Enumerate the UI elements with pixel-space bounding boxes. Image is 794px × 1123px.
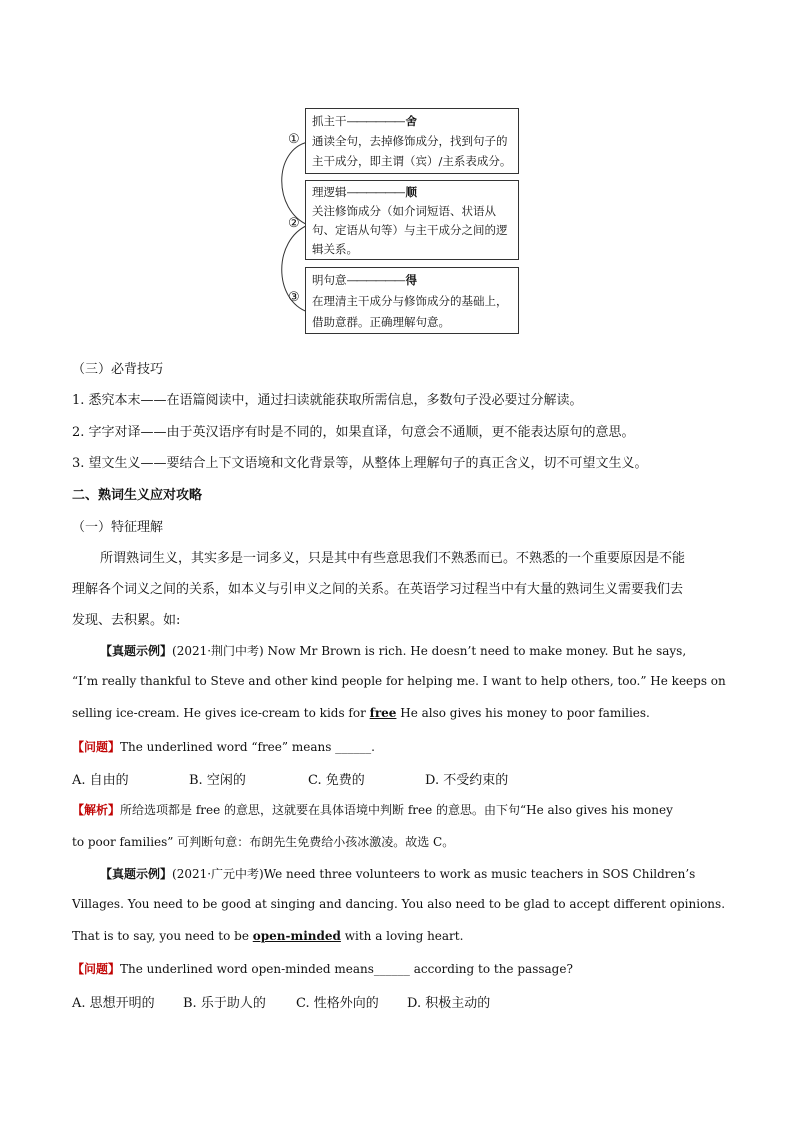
question-text: The underlined word open-minded means______ according to the passage? xyxy=(120,962,573,976)
para-line: 理解各个词义之间的关系，如本义与引申义之间的关系。在英语学习过程当中有大量的熟词生义需要我们去 xyxy=(72,582,684,597)
step-3-box xyxy=(305,267,519,334)
step-1-line: 主干成分，即主谓（宾）/主系表成分。 xyxy=(312,154,512,168)
example-text: (2021·荆门中考) Now Mr Brown is rich. He doesn’t need to make money. But he says, xyxy=(172,644,687,658)
example-tag: 【真题示例】 xyxy=(100,644,173,658)
step-3-marker: ③ xyxy=(288,290,300,305)
underlined-word: open-minded xyxy=(252,929,341,943)
question-text: The underlined word “free” means ______. xyxy=(120,740,375,754)
example1-line2: “I’m really thankful to Steve and other kind people for helping me. I want to help others, too.” He keeps on xyxy=(72,674,726,688)
question-tag: 【问题】 xyxy=(72,740,121,754)
step-3-dashes: —————— xyxy=(346,273,404,287)
step-2-key: 顺 xyxy=(405,185,417,199)
step-2-box xyxy=(305,180,519,260)
option: B. 乐于助人的 xyxy=(183,996,266,1011)
option: A. 自由的 xyxy=(72,773,129,788)
example2-line1 xyxy=(100,865,695,882)
example1-line3 xyxy=(72,706,650,720)
example-text: (2021·广元中考)We need three volunteers to work as music teachers in SOS Children’s xyxy=(172,867,696,881)
underlined-word: free xyxy=(369,706,397,720)
example-text: with a loving heart. xyxy=(340,929,464,943)
option: C. 性格外向的 xyxy=(296,996,379,1011)
option: D. 积极主动的 xyxy=(407,996,491,1011)
step-2-line: 辑关系。 xyxy=(312,242,358,256)
analysis-text: 所给选项都是 free 的意思，这就要在具体语境中判断 free 的意思。由下句“He also gives his money xyxy=(120,803,673,817)
step-2-line: 句、定语从句等）与主干成分之间的逻 xyxy=(312,223,508,237)
subsection-heading: （一）特征理解 xyxy=(72,520,164,535)
step-1-dashes: —————— xyxy=(346,114,404,128)
step-3-line: 在理清主干成分与修饰成分的基础上， xyxy=(312,294,508,308)
example-text: That is to say, you need to be xyxy=(72,929,253,943)
question-1 xyxy=(72,738,375,755)
step-1-head: 抓主干 xyxy=(312,114,347,128)
example-text: selling ice-cream. He gives ice-cream to kids for xyxy=(72,706,370,720)
example1-line1 xyxy=(100,642,686,659)
skill-item: 2. 字字对译——由于英汉语序有时是不同的，如果直译，句意会不通顺，更不能表达原句的意思。 xyxy=(72,425,635,440)
step-2-head: 理逻辑 xyxy=(312,185,347,199)
example-tag: 【真题示例】 xyxy=(100,867,173,881)
skills-heading: （三）必背技巧 xyxy=(72,362,164,377)
para-line: 发现、去积累。如: xyxy=(72,613,181,628)
option: D. 不受约束的 xyxy=(425,773,509,788)
para-line: 所谓熟词生义，其实多是一词多义，只是其中有些意思我们不熟悉而已。不熟悉的一个重要原因是不能 xyxy=(100,551,686,566)
analysis-1 xyxy=(72,801,673,818)
example2-line2: Villages. You need to be good at singing and dancing. You also need to be glad to accept different opinions. xyxy=(72,897,726,911)
example-text: He also gives his money to poor families. xyxy=(396,706,650,720)
step-1-marker: ① xyxy=(288,132,300,147)
analysis-1-line2: to poor families” 可判断句意：布朗先生免费给小孩冰激凌。故选 C。 xyxy=(72,835,455,849)
step-3-line: 借助意群。正确理解句意。 xyxy=(312,315,450,329)
step-3-head: 明句意 xyxy=(312,273,347,287)
example2-line3 xyxy=(72,929,463,943)
skill-item: 1. 悉究本末——在语篇阅读中，通过扫读就能获取所需信息，多数句子没必要过分解读。 xyxy=(72,393,583,408)
step-2-line: 关注修饰成分（如介词短语、状语从 xyxy=(312,204,496,218)
step-3-key: 得 xyxy=(405,273,417,287)
skill-item: 3. 望文生义——要结合上下文语境和文化背景等，从整体上理解句子的真正含义，切不可望文生义。 xyxy=(72,456,648,471)
step-2-dashes: —————— xyxy=(346,185,404,199)
option: A. 思想开明的 xyxy=(72,996,155,1011)
analysis-tag: 【解析】 xyxy=(72,803,121,817)
step-1-key: 舍 xyxy=(405,114,417,128)
question-tag: 【问题】 xyxy=(72,962,121,976)
option: B. 空闲的 xyxy=(189,773,246,788)
step-1-line: 通读全句，去掉修饰成分，找到句子的 xyxy=(312,134,508,148)
step-1-box xyxy=(305,108,519,174)
option: C. 免费的 xyxy=(308,773,365,788)
question-2 xyxy=(72,960,573,977)
step-2-marker: ② xyxy=(288,216,300,231)
section-heading: 二、熟词生义应对攻略 xyxy=(72,488,203,503)
